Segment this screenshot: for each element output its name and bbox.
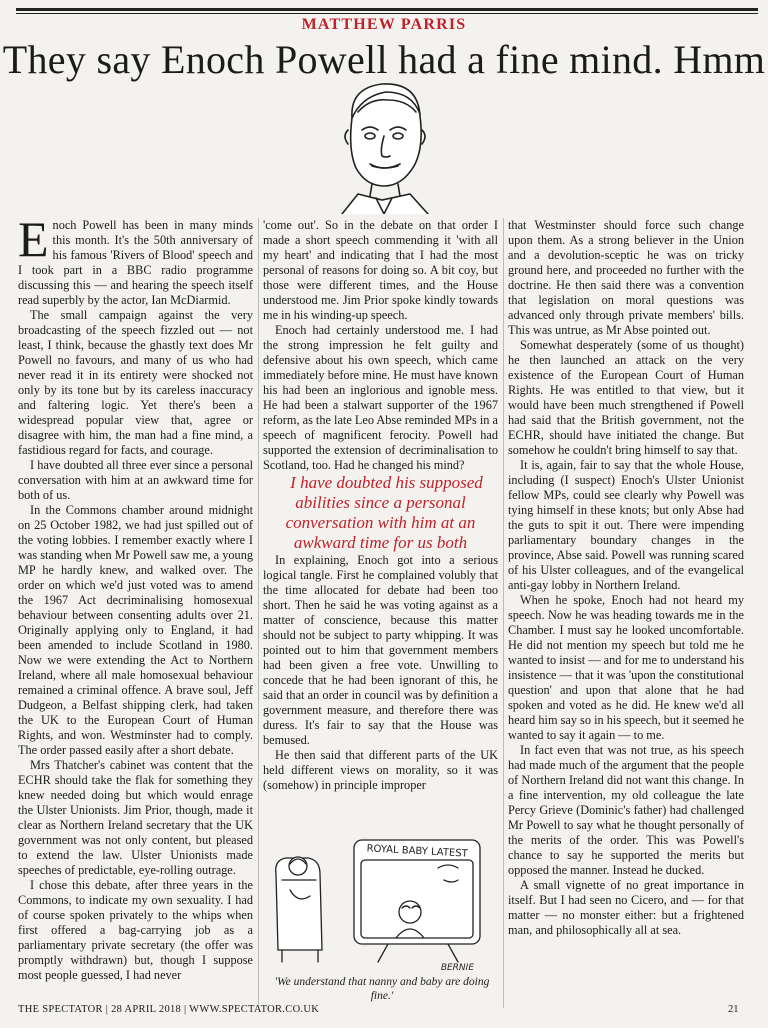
paragraph: In the Commons chamber around midnight on 25 October 1982, we had just spilled out of the voting lobbies. I remember exactly where I was standing when Mr Powell saw me, a young MP he hardly knew, and walked over. The order on which we'd just voted was to amend the 1967 Act decriminalising homosexual behaviour between consenting adults over 21. Originally applying only to England, it had been amended to include Scotland in 1980. Now we were extending the Act to Northern Ireland, where all male homosexual behaviour remained a criminal offence. A brave soul, Jeff Dudgeon, a Belfast shipping clerk, had taken the UK to the European Court of Human Rights, and won. Westminster had to comply. The order passed easily after a short debate.	[18, 503, 253, 757]
paragraph: 'come out'. So in the debate on that order I made a short speech commending it 'with all my heart' and indicating that I had the most personal of reasons for doing so. A bit coy, but those were different times, and the House understood me. Jim Prior spoke kindly towards me in his winding-up speech.	[263, 218, 498, 322]
paragraph: I have doubted all three ever since a personal conversation with him at an awkward time for both of us.	[18, 458, 253, 502]
drop-cap: E	[18, 211, 49, 267]
cartoon-illustration	[268, 820, 496, 978]
paragraph: In explaining, Enoch got into a serious logical tangle. First he complained volubly that the time allocated for debate had been too short. Then he said he was voting against as a matter of conscience, because this matter should not be subject to party whipping. It was pointed out to him that government members had been given a free vote. Unwilling to concede that he had been ignorant of this, he said that an order in council was by definition a government measure, and therefore there was duress. It's fair to say that the House was bemused.	[263, 553, 498, 747]
column-divider	[258, 218, 259, 1008]
paragraph: He then said that different parts of the UK held different views on morality, so it was (somehow) in principle improper	[263, 748, 498, 792]
cartoonist-signature: BERNIE	[440, 963, 474, 973]
column-divider	[503, 218, 504, 1008]
article-column-3	[508, 218, 744, 938]
paragraph: When he spoke, Enoch had not heard my speech. Now he was heading towards me in the Chamber. I must say he looked uncomfortable. He did not mention my speech but told me he wanted to insist — and for me to understand his insistence — that it was 'upon the constitutional question' and upon that alone that he had spoken and voted as he did. He knew we'd all heard him say so in his speech, but it seemed he wanted to say it again — to me.	[508, 593, 744, 742]
caricature-illustration	[322, 78, 448, 214]
paragraph: It is, again, fair to say that the whole House, including (I suspect) Enoch's Ulster Unionist fellow MPs, could see clearly why Powell was tying himself in these knots; but only Abse had the guts to spit it out. There were impending parliamentary boundary changes in the province, Abse said. Powell was running scared of his Ulster colleagues, and of the evangelical anti-gay lobby in Northern Ireland.	[508, 458, 744, 592]
footer-publication: THE SPECTATOR | 28 APRIL 2018 | WWW.SPECTATOR.CO.UK	[18, 1004, 320, 1015]
byline: MATTHEW PARRIS	[301, 16, 467, 33]
article-column-2	[263, 218, 498, 793]
cartoon-caption: 'We understand that nanny and baby are doing fine.'	[274, 976, 490, 1002]
paragraph: A small vignette of no great importance in itself. But I had seen no Cicero, and — for that matter — no monster either: but a frightened man, and philosophically all at sea.	[508, 878, 744, 937]
top-rule	[16, 8, 758, 11]
article-column-1	[18, 211, 253, 983]
paragraph: Somewhat desperately (some of us thought) he then launched an attack on the very existence of the European Court of Human Rights. He was entitled to that view, but it would have been much strengthened if Powell had said that the British government, not the ECHR, should have initiated the change. But somehow he couldn't bring himself to say that.	[508, 338, 744, 457]
paragraph: I chose this debate, after three years in the Commons, to indicate my own sexuality. I had of course spoken privately to the whips when first offered a bag-carrying job as a parliamentary private secretary (the offer was promptly withdrawn) but, though I suppose most people guessed, I had never	[18, 878, 253, 982]
cartoon-tv-text: ROYAL BABY LATEST	[366, 843, 468, 860]
paragraph: that Westminster should force such change upon them. As a strong believer in the Union and a devolution-sceptic he was on tricky ground here, and proceeded no further with the doctrine. He then said there was a convention that legislation on moral questions was advanced only through private members' bills. This was untrue, as Mr Abse pointed out.	[508, 218, 744, 337]
paragraph: Enoch Powell has been in many minds this month. It's the 50th anniversary of his famous 'Rivers of Blood' speech and I took part in a BBC radio programme discussing this — and hearing the speech itself read superbly by the actor, Ian McDiarmid.	[18, 211, 253, 307]
headline: They say Enoch Powell had a fine mind. Hmm	[2, 37, 766, 82]
page-number: 21	[728, 1004, 739, 1015]
paragraph: Mrs Thatcher's cabinet was content that the ECHR should take the flak for something they knew needed doing but which would enrage the Ulster Unionists. Jim Prior, though, made it clear as Northern Ireland secretary that the UK government was not only content, but pleased to extend the law. Ulster Unionists made speeches of predictable, eye-rolling outrage.	[18, 758, 253, 877]
paragraph: In fact even that was not true, as his speech had made much of the argument that the people of Northern Ireland did not want this change. In a fine intervention, my old colleague the late Percy Grieve (Dominic's father) had challenged Mr Powell to say what he thought personally of the merits of the order. This was Powell's chance to say he supported the merits but opposed the manner. Instead he ducked.	[508, 743, 744, 877]
paragraph: The small campaign against the very broadcasting of the speech fizzled out — not least, I think, because the ghastly text does Mr Powell no favours, and many of us who had never read it in its entirety were shocked not only by its tone but by its careless inaccuracy and faltering logic. Yet there's been a widespread popular view that, agree or disagree with him, the man had a fine mind, a fastidious regard for facts, and courage.	[18, 308, 253, 457]
top-rule-thin	[16, 13, 758, 14]
pull-quote: I have doubted his supposed abilities since a personal conversation with him at an awkward time for us both	[285, 473, 483, 552]
paragraph: Enoch had certainly understood me. I had the strong impression he felt guilty and defensive about his own speech, which came immediately before mine. He must have known his had been an inglorious and ignoble mess. He had been a stalwart supporter of the 1967 reform, as the late Leo Abse reminded MPs in a speech of magnificent ferocity. Powell had supported the extension of decriminalisation to Scotland, too. Had he changed his mind?	[263, 323, 498, 472]
